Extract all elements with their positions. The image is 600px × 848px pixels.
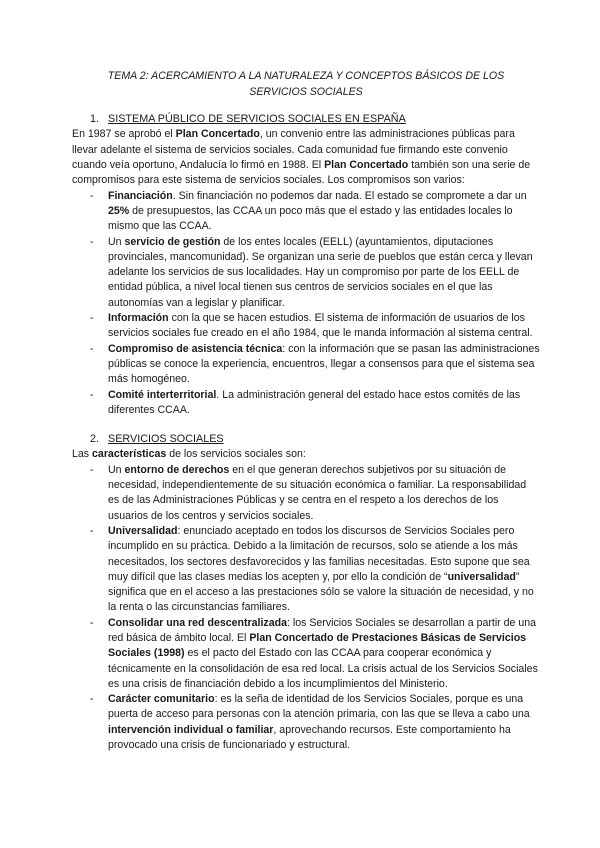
item-text: : enunciado aceptado en todos los discursos de Servicios Sociales pero incumplido en su práctica. Debido a la limitación de recursos, solo se atiende a los más necesitados, los sectores desfavorecidos y las familias necesitadas. Esto supone que sea muy difícil que las clases medias los acepten y, por ello la condición de “ [108, 524, 530, 583]
document-title [72, 69, 540, 100]
item-bold: Financiación [108, 189, 173, 202]
list-item-caracter-comunitario [72, 692, 540, 753]
bullet-dash: - [90, 388, 94, 401]
bullet-dash: - [90, 235, 94, 248]
item-text: : es la seña de identidad de los Servicios Sociales, porque es una puerta de acceso para personas con la atención primaria, con las que se lleva a cabo una [108, 693, 530, 721]
item-text: en el que generan derechos subjetivos por su situación de necesidad, independientemente de su situación económica o familiar. La responsabilidad es de las Administraciones Públicas y se centra en el respeto a los derechos de los usuarios de los centros y servicios sociales. [108, 463, 527, 522]
section-2-title: SERVICIOS SOCIALES [108, 433, 224, 446]
section-2-intro [72, 447, 540, 462]
item-text: de los entes locales (EELL) (ayuntamientos, diputaciones provinciales, mancomunidad). Se organizan una serie de pueblos que están cerca y llevan adelante los servicios de sus localidades. Hay un compromiso por parte de los EELL de entidad pública, a nivel local tienen sus centros de servicios sociales en el que las autonomías van a legislar y planificar. [108, 235, 533, 309]
intro-text: de los servicios sociales son: [166, 448, 306, 461]
item-text: : los Servicios Sociales se desarrollan a partir de una red básica de ámbito local. El [108, 616, 537, 644]
intro-text: también son una serie de compromisos para este sistema de servicios sociales. Los compromisos son varios: [72, 159, 531, 187]
intro-text: Las [72, 448, 93, 461]
item-bold: Plan Concertado de Prestaciones Básicas de Servicios Sociales (1998) [108, 631, 527, 660]
section-1-intro [72, 127, 540, 188]
item-text: : con la información que se pasan las administraciones públicas se conoce la experiencia, encuentros, llegar a consensos para que el sistema sea más homogéneo. [108, 342, 540, 386]
list-item-red-descentralizada [72, 616, 540, 692]
item-bold: Compromiso de asistencia técnica [108, 342, 283, 355]
item-bold: 25% [108, 204, 130, 217]
item-text: Un [108, 235, 125, 248]
item-text: Un [108, 463, 125, 476]
section-1-heading [72, 112, 540, 127]
item-text: es el pacto del Estado con las CCAA para cooperar económica y técnicamente en la consolidación de esa red local. La crisis actual de los Servicios Sociales es una crisis de financiación debido a los incumplimientos del Ministerio. [108, 647, 538, 690]
intro-text: , un convenio entre las administraciones públicas para llevar adelante el sistema de servicios sociales. Cada comunidad fue firmando este convenio cuando veía oportuno, Andalucía lo firmó en 1988. El [72, 128, 515, 172]
item-text: ” significa que en el acceso a las prestaciones sólo se valore la situación de necesidad, y no la renta o las circunstancias familiares. [108, 570, 534, 614]
bullet-dash: - [90, 616, 94, 629]
bullet-dash: - [90, 312, 94, 325]
list-item-asistencia-tecnica [72, 342, 540, 388]
item-text: de presupuestos, las CCAA un poco más que el estado y las entidades locales lo mismo que las CCAA. [108, 204, 513, 233]
item-bold: Información [108, 312, 169, 325]
list-item-financiacion [72, 189, 540, 235]
bullet-dash: - [90, 524, 94, 537]
item-bold: entorno de derechos [124, 463, 230, 476]
item-bold: Consolidar una red descentralizada [108, 616, 287, 629]
title-line-1: TEMA 2: ACERCAMIENTO A LA NATURALEZA Y CONCEPTOS BÁSICOS DE LOS [107, 70, 505, 82]
bullet-dash: - [90, 189, 94, 202]
item-bold: servicio de gestión [124, 235, 221, 248]
section-2-number: 2. [90, 433, 100, 446]
list-item-universalidad [72, 524, 540, 616]
title-line-2: SERVICIOS SOCIALES [249, 85, 363, 98]
item-bold: Universalidad [108, 524, 178, 537]
item-text: con la que se hacen estudios. El sistema de información de usuarios de los servicios sociales fue creado en el año 1984, que le manda información al sistema central. [108, 312, 533, 340]
item-text: . Sin financiación no podemos dar nada. El estado se compromete a dar un [172, 189, 527, 202]
bullet-dash: - [90, 693, 94, 706]
list-item-comite [72, 388, 540, 419]
intro-bold: Plan Concertado [175, 128, 260, 141]
bullet-dash: - [90, 463, 94, 476]
intro-bold: Plan Concertado [324, 159, 409, 172]
item-bold: universalidad [447, 570, 516, 583]
section-1-number: 1. [90, 113, 100, 126]
section-gap [72, 418, 540, 432]
item-bold: Carácter comunitario [108, 693, 215, 706]
section-2-heading [72, 432, 540, 447]
list-item-entorno-derechos [72, 463, 540, 524]
section-1-list [72, 189, 540, 418]
section-1-title: SISTEMA PÚBLICO DE SERVICIOS SOCIALES EN ESPAÑA [108, 113, 406, 126]
list-item-informacion [72, 311, 540, 342]
item-text: , aprovechando recursos. Este comportamiento ha provocado una crisis de funcionariado y estructural. [108, 723, 511, 752]
item-bold: Comité interterritorial [108, 388, 217, 401]
intro-text: En 1987 se aprobó el [72, 128, 176, 141]
section-2-list [72, 463, 540, 754]
item-bold: intervención individual o familiar [108, 723, 274, 736]
list-item-servicio-gestion [72, 235, 540, 311]
item-text: . La administración general del estado hace estos comités de las diferentes CCAA. [108, 388, 521, 416]
bullet-dash: - [90, 342, 94, 355]
intro-bold: características [92, 448, 167, 461]
